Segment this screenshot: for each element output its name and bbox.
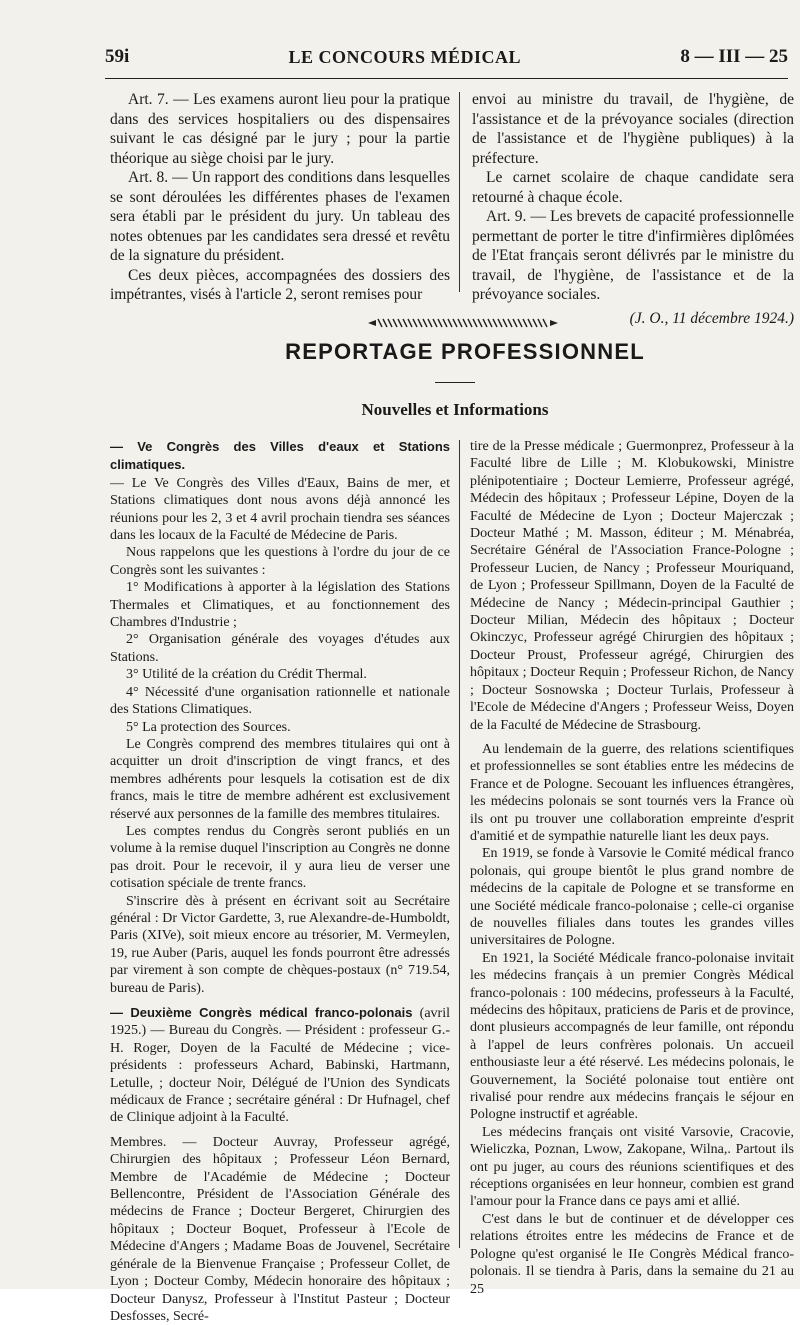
franco-heading: — Deuxième Congrès médical franco-polonais: [110, 1005, 413, 1020]
congres-heading: — Ve Congrès des Villes d'eaux et Stations climatiques.: [110, 439, 450, 473]
envoi-paragraph: envoi au ministre du travail, de l'hygiène, de l'assistance et de la prévoyance sociales (direction de l'assistance et de l'hygiène publiques) à la préfecture.: [472, 91, 794, 167]
visites-paragraph: Les médecins français ont visité Varsovie, Cracovie, Wieliczka, Poznan, Lwow, Zakopane, Wilna,. Partout ils ont pu juger, au cours des réunions scientifiques et des réceptions organisées en leur honneur, combien est grand l'amour pour la France dans ce pays ami et allié.: [470, 1124, 794, 1210]
title-rule: [435, 382, 475, 383]
source-citation: (J. O., 11 décembre 1924.): [629, 309, 794, 327]
journal-title: LE CONCOURS MÉDICAL: [288, 46, 522, 67]
congres-item-2: 2° Organisation générale des voyages d'études aux Stations.: [110, 632, 450, 665]
ornament-divider: [368, 318, 558, 328]
congres-item-4: 4° Nécessité d'une organisation rationnelle et nationale des Stations Climatiques.: [110, 684, 450, 718]
congres-membres: Le Congrès comprend des membres titulaires qui ont à acquitter un droit d'inscription de vingt francs, et des membres adhérents pour lesquels la cotisation est de dix francs, mais le titre de membre adhérent est exclusivement réservé aux personnes de la famille des membres titulaires.: [110, 736, 450, 822]
congres-inscription: S'inscrire dès à présent en écrivant soit au Secrétaire général : Dr Victor Gardette, 3, rue Alexandre-de-Humboldt, Paris (XIVe), soit mieux encore au trésorier, M. Vermeylen, 19, rue Auber (Paris, auquel les fonds pourront être adressés par virement à son compte de chèques-postaux (n° 719.54, bureau de Paris).: [110, 893, 450, 996]
membres-continued: tire de la Presse médicale ; Guermonprez, Professeur à la Faculté libre de Lille ; M. Klobukowski, Ministre plénipotentiaire ; Docteur Lemierre, Professeur agrégé, Médecin des hôpitaux ; Professeur Lépine, Doyen de la Faculté de Médecine de Lyon ; Docteur Majerczak ; Docteur Mathé ; M. Masson, éditeur ; M. Ménabréa, Secrétaire Général de l'Association France-Pologne ; Professeur Lucien, de Nancy ; Professeur Mouriquand, de Lyon ; Professeur Spillmann, Doyen de la Faculté de Médecine de Nancy ; Médecin-principal Gauthier ; Docteur Milian, Médecin des hôpitaux ; Docteur Okinczyc, Professeur agrégé Chirurgien des hôpitaux ; Docteur Proust, Professeur agrégé, Chirurgien des hôpitaux ; Docteur Requin ; Professeur Richon, de Nancy ; Docteur Sosnowska ; Docteur Turlais, Professeur à l'Ecole de Médecine d'Angers ; Professeur Weiss, Doyen de la Faculté de Médecine de Strasbourg.: [470, 439, 794, 733]
page-number: 59i: [105, 46, 130, 67]
column-divider-top: [459, 92, 460, 292]
1921-paragraph: En 1921, la Société Médicale franco-polonaise invitait les médecins français à un premier Congrès Médical franco-polonais : 100 médecins, professeurs à la Faculté, médecins des hôpitaux, praticiens de Paris et de province, dont plusieurs accompagnés de leur famille, ont répondu à l'appel de leurs confrères polonais. Un accueil enthousiaste leur a été réservé. Les médecins polonais, le Gouvernement, la Société polonaise tout entière ont rivalisé pour rendre aux médecins français le séjour en Pologne instructif et agréable.: [470, 950, 794, 1123]
guerre-paragraph: Au lendemain de la guerre, des relations scientifiques et professionnelles se sont établies entre les médecins de France et de Pologne. Secouant les influences étrangères, les médecins polonais se sont tournés vers la France où ils ont pu trouver une collaboration empreinte d'esprit d'amitié et de sympathie naturelle liant les deux pays.: [470, 741, 794, 844]
column-divider-bottom: [459, 440, 460, 1248]
bottom-left-column: [110, 438, 450, 1325]
congres-intro: — Le Ve Congrès des Villes d'Eaux, Bains de mer, et Stations climatiques dont nous avons déjà annoncé les réunions pour les 2, 3 et 4 avril prochain tiendra ses séances dans les locaux de la Faculté de Médecine de Paris.: [110, 475, 450, 544]
franco-bureau: (avril 1925.) — Bureau du Congrès. — Président : professeur G.-H. Roger, Doyen de la Faculté de Médecine ; vice-présidents : professeurs Achard, Babinski, Hartmann, Letulle, ; docteur Noir, Délégué de l'Union des Syndicats médicaux de France ; secrétaire général : Dr Hufnagel, chef de Clinique adjoint à la Faculté.: [110, 1006, 450, 1126]
carnet-paragraph: Le carnet scolaire de chaque candidate sera retourné à chaque école.: [472, 169, 794, 206]
top-right-column: [472, 90, 794, 328]
franco-membres: Membres. — Docteur Auvray, Professeur agrégé, Chirurgien des hôpitaux ; Professeur Léon Bernard, Membre de l'Académie de Médecine ; Docteur Bellencontre, Président de l'Association Générale des médecins de France ; Docteur Bergeret, Chirurgien des hôpitaux ; Docteur Boquet, Professeur à l'Ecole de Médecine d'Angers ; Madame Boas de Jouvenel, Secrétaire générale de la Bienvenue Française ; Professeur Collet, de Lyon ; Docteur Comby, Médecin honoraire des hôpitaux ; Docteur Danysz, Professeur à l'Institut Pasteur ; Docteur Desfosses, Secré-: [110, 1134, 450, 1324]
article-8: Art. 8. — Un rapport des conditions dans lesquelles se sont déroulées les différentes phases de l'examen sera établi par le président du jury. Un tableau des notes obtenues par les candidates sera dressé et revêtu de la signature du président.: [110, 169, 450, 264]
congres-item-1: 1° Modifications à apporter à la législation des Stations Thermales et Climatiques, et au fonctionnement des Chambres d'Industrie ;: [110, 580, 450, 631]
subheading: Nouvelles et Informations: [361, 400, 549, 419]
bottom-right-column: [470, 438, 794, 1298]
issue-date: 8 — III — 25: [680, 46, 788, 67]
top-left-column: [110, 90, 450, 305]
congres-questions: Nous rappelons que les questions à l'ordre du jour de ce Congrès sont les suivantes :: [110, 545, 450, 578]
header-rule: [105, 78, 788, 79]
section-title: REPORTAGE PROFESSIONNEL: [285, 339, 645, 364]
article-9: Art. 9. — Les brevets de capacité professionnelle permettant de porter le titre d'infirmières diplômées de l'Etat français seront délivrés par le ministre du travail, de l'hygiène, de l'assistance et de la prévoyance sociales.: [472, 208, 794, 303]
congres-comptes-rendus: Les comptes rendus du Congrès seront publiés en un volume à la remise duquel l'inscription au Congrès ne donne pas droit. Pour le recevoir, il y aura lieu de verser une cotisation spéciale de trente francs.: [110, 823, 450, 892]
1919-paragraph: En 1919, se fonde à Varsovie le Comité médical franco polonais, qui groupe bientôt le plus grand nombre de médecins de la capitale de Pologne et se transforme en une Société médicale franco-polonaise ; celle-ci organise de nouvelles filiales dans toutes les grandes villes universitaires de Pologne.: [470, 846, 794, 949]
but-paragraph: C'est dans le but de continuer et de développer ces relations étroites entre les médecins de France et de Pologne qu'est organisé le IIe Congrès Médical franco-polonais. Il se tiendra à Paris, dans la semaine du 21 au 25: [470, 1211, 794, 1297]
page-header: [105, 44, 788, 70]
remise-paragraph: Ces deux pièces, accompagnées des dossiers des impétrantes, visés à l'article 2, seront remises pour: [110, 266, 450, 303]
congres-item-3: 3° Utilité de la création du Crédit Thermal.: [126, 667, 367, 683]
article-7: Art. 7. — Les examens auront lieu pour la pratique dans des services hospitaliers ou des dispensaires suivant le cas désigné par le jury ; pour la partie théorique au siège choisi par le jury.: [110, 91, 450, 167]
congres-item-5: 5° La protection des Sources.: [126, 719, 291, 735]
